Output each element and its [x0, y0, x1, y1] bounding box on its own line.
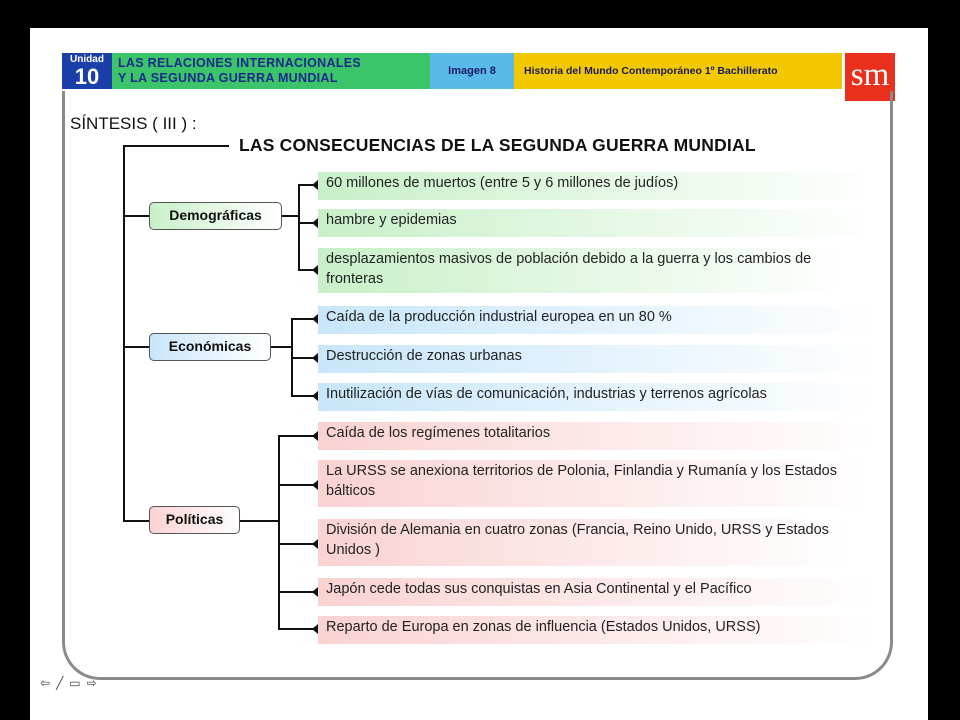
list-item: Destrucción de zonas urbanas — [318, 345, 878, 373]
connector-vertical — [298, 184, 300, 270]
presentation-toolbar — [40, 676, 103, 690]
category-label: Políticas — [165, 511, 224, 527]
unit-number: 10 — [74, 64, 100, 89]
list-item: Caída de la producción industrial europea en un 80 % — [318, 306, 878, 334]
branch-economicas — [123, 346, 149, 348]
category-demograficas — [149, 202, 282, 230]
list-item: Inutilización de vías de comunicación, industrias y terrenos agrícolas — [318, 383, 878, 411]
connector — [278, 591, 314, 593]
list-item: hambre y epidemias — [318, 209, 878, 237]
connector — [278, 628, 314, 630]
slide — [30, 28, 928, 720]
pen-icon[interactable]: ╱ — [56, 676, 70, 690]
connector — [271, 346, 291, 348]
main-title: LAS CONSECUENCIAS DE LA SEGUNDA GUERRA MUNDIAL — [239, 135, 756, 155]
category-label: Demográficas — [169, 207, 262, 223]
list-item: 60 millones de muertos (entre 5 y 6 millones de judíos) — [318, 172, 878, 200]
unit-title-line2: Y LA SEGUNDA GUERRA MUNDIAL — [118, 71, 338, 85]
unit-label: Unidad — [70, 54, 104, 65]
connector — [291, 318, 314, 320]
category-label: Económicas — [168, 338, 252, 354]
connector — [291, 357, 314, 359]
menu-icon[interactable]: ▭ — [69, 676, 87, 690]
connector — [282, 215, 298, 217]
sintesis-label: SÍNTESIS ( III ) : — [70, 114, 197, 133]
tree-trunk-top — [123, 145, 229, 147]
image-label: Imagen 8 — [430, 53, 514, 89]
book-label: Historia del Mundo Contemporáneo 1º Bachillerato — [514, 53, 842, 89]
category-economicas — [149, 333, 271, 361]
connector — [240, 520, 278, 522]
connector-vertical — [278, 435, 280, 629]
connector — [291, 395, 314, 397]
connector — [278, 435, 314, 437]
list-item: Reparto de Europa en zonas de influencia (Estados Unidos, URSS) — [318, 616, 878, 644]
list-item: desplazamientos masivos de población debido a la guerra y los cambios de fronteras — [318, 248, 848, 293]
list-item: La URSS se anexiona territorios de Polonia, Finlandia y Rumanía y los Estados bálticos — [318, 460, 868, 507]
unit-title — [112, 53, 430, 89]
branch-politicas — [123, 520, 149, 522]
sm-logo: sm — [845, 53, 895, 101]
unit-badge — [62, 53, 112, 89]
unit-title-line1: LAS RELACIONES INTERNACIONALES — [118, 56, 362, 70]
connector — [278, 484, 314, 486]
arrow-right-icon[interactable]: ⇨ — [86, 676, 103, 690]
connector — [278, 543, 314, 545]
list-item: Japón cede todas sus conquistas en Asia Continental y el Pacífico — [318, 578, 878, 606]
list-item: División de Alemania en cuatro zonas (Francia, Reino Unido, URSS y Estados Unidos ) — [318, 519, 848, 566]
category-politicas — [149, 506, 240, 534]
tree-trunk — [123, 145, 125, 521]
arrow-left-icon[interactable]: ⇦ — [40, 676, 57, 690]
branch-demograficas — [123, 215, 149, 217]
list-item: Caída de los regímenes totalitarios — [318, 422, 878, 450]
